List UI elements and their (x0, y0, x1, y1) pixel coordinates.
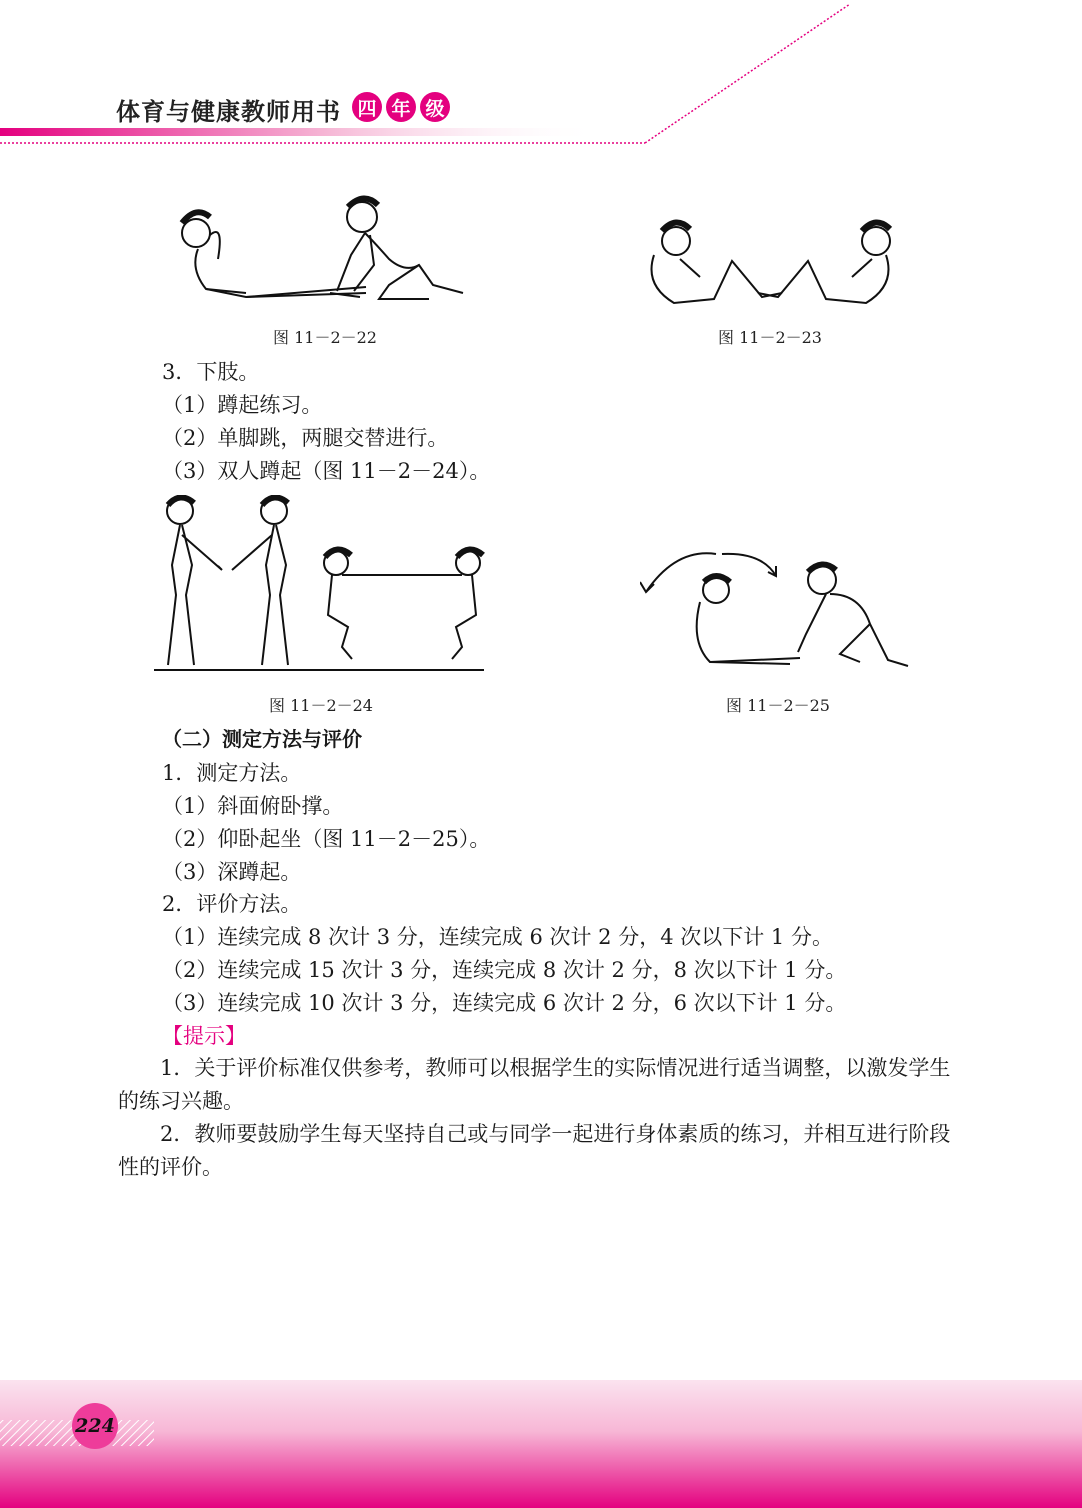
book-title: 体育与健康教师用书 (116, 97, 341, 126)
text-line: （2）连续完成 15 次计 3 分，连续完成 8 次计 2 分，8 次以下计 1 分。 (162, 958, 847, 982)
figure-11-2-24-illustration (152, 495, 488, 675)
grade-badge (352, 92, 450, 122)
text-line: （3）连续完成 10 次计 3 分，连续完成 6 次计 2 分，6 次以下计 1 分。 (162, 991, 847, 1015)
text-line: （3）深蹲起。 (162, 860, 302, 884)
figure-caption: 图 11－2－24 (269, 696, 373, 715)
header-decoration (0, 0, 1082, 150)
figure-caption: 图 11－2－22 (273, 328, 377, 347)
page-number: 224 (72, 1403, 118, 1449)
text-line: （2）仰卧起坐（图 11－2－25）。 (162, 827, 491, 851)
grade-char: 年 (386, 92, 416, 122)
figure-caption: 图 11－2－25 (726, 696, 830, 715)
figure-11-2-22-illustration (160, 195, 480, 310)
tip-paragraph: 2．教师要鼓励学生每天坚持自己或与同学一起进行身体素质的练习，并相互进行阶段性的评价。 (118, 1122, 951, 1179)
text-line: （1）蹲起练习。 (162, 393, 323, 417)
figure-caption: 图 11－2－23 (718, 328, 822, 347)
text-line: 2．评价方法。 (162, 892, 302, 916)
text-line: （1）连续完成 8 次计 3 分，连续完成 6 次计 2 分，4 次以下计 1 分。 (162, 925, 833, 949)
footer-band (0, 1380, 1082, 1508)
tip-paragraph: 1．关于评价标准仅供参考，教师可以根据学生的实际情况进行适当调整，以激发学生的练习兴趣。 (118, 1056, 951, 1113)
text-line: （3）双人蹲起（图 11－2－24）。 (162, 459, 491, 483)
grade-char: 四 (352, 92, 382, 122)
tip-heading: 【提示】 (162, 1024, 246, 1048)
text-line: （1）斜面俯卧撑。 (162, 794, 344, 818)
section-heading: （二）测定方法与评价 (162, 727, 362, 751)
figure-11-2-23-illustration (640, 215, 900, 310)
text-line: 3．下肢。 (162, 360, 260, 384)
grade-char: 级 (420, 92, 450, 122)
text-line: 1．测定方法。 (162, 761, 302, 785)
figure-11-2-25-illustration (640, 548, 920, 676)
text-line: （2）单脚跳，两腿交替进行。 (162, 426, 449, 450)
